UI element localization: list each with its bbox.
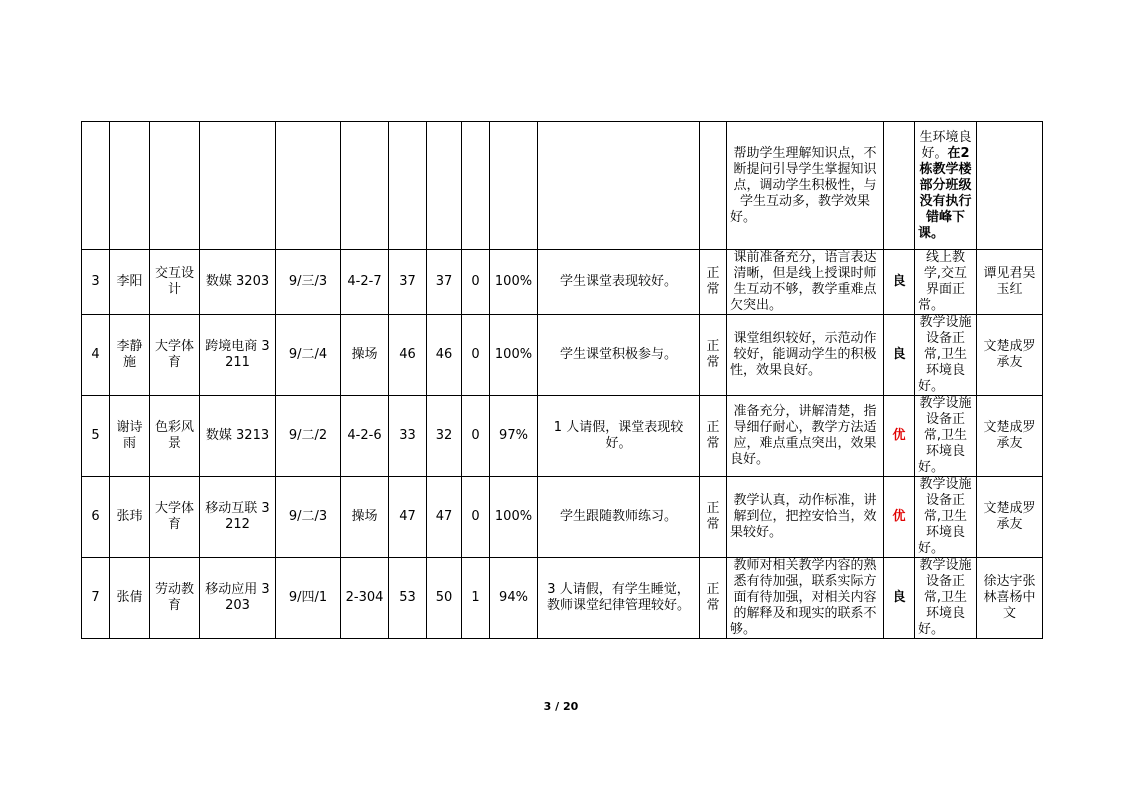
- opinion-cell: 课前准备充分，语言表达清晰，但是线上授课时师生互动不够，教学重难点欠突出。: [727, 250, 884, 315]
- expected-count-cell: 37: [389, 250, 427, 315]
- actual-count-cell: 37: [427, 250, 462, 315]
- room-cell: 操场: [341, 477, 389, 558]
- environment-cell: 教学设施设备正常,卫生环境良好。: [915, 558, 977, 639]
- environment-note: 在2栋教学楼部分班级没有执行错峰下课。: [918, 145, 972, 241]
- class-cell: 数媒 3203: [200, 250, 276, 315]
- room-cell: 4-2-6: [341, 396, 389, 477]
- table-row: [82, 477, 1043, 558]
- actual-count-cell: 46: [427, 315, 462, 396]
- class-cell: [200, 122, 276, 250]
- course-cell: [150, 122, 200, 250]
- student-status-cell: 3 人请假，有学生睡觉，教师课堂纪律管理较好。: [538, 558, 700, 639]
- rating-cell: 良: [884, 250, 915, 315]
- order-cell: 正常: [700, 558, 727, 639]
- teacher-cell: 李静施: [110, 315, 150, 396]
- table-row: [82, 396, 1043, 477]
- actual-count-cell: 32: [427, 396, 462, 477]
- row-number-cell: 7: [82, 558, 110, 639]
- inspectors-cell: 谭见君吴玉红: [977, 250, 1043, 315]
- expected-count-cell: 46: [389, 315, 427, 396]
- order-cell: 正常: [700, 250, 727, 315]
- environment-text: 生环境良好。: [919, 129, 972, 161]
- attendance-rate-cell: 100%: [490, 250, 538, 315]
- row-number-cell: 3: [82, 250, 110, 315]
- inspectors-cell: 徐达宇张林喜杨中文: [977, 558, 1043, 639]
- opinion-cell: 帮助学生理解知识点，不断提问引导学生掌握知识点，调动学生积极性，与学生互动多，教学效果好。: [727, 122, 884, 250]
- order-cell: 正常: [700, 477, 727, 558]
- time-cell: 9/二/3: [276, 477, 341, 558]
- inspectors-cell: 文楚成罗承友: [977, 477, 1043, 558]
- teacher-cell: 张倩: [110, 558, 150, 639]
- absent-count-cell: 0: [462, 250, 490, 315]
- absent-count-cell: [462, 122, 490, 250]
- absent-count-cell: 0: [462, 396, 490, 477]
- inspection-table: [81, 121, 1043, 639]
- opinion-cell: 教师对相关教学内容的熟悉有待加强，联系实际方面有待加强，对相关内容的解释及和现实的联系不够。: [727, 558, 884, 639]
- inspectors-cell: 文楚成罗承友: [977, 315, 1043, 396]
- student-status-cell: 1 人请假，课堂表现较好。: [538, 396, 700, 477]
- table-row: [82, 250, 1043, 315]
- inspectors-cell: [977, 122, 1043, 250]
- course-cell: 劳动教育: [150, 558, 200, 639]
- opinion-cell: 准备充分，讲解清楚，指导细仔耐心，教学方法适应，难点重点突出，效果良好。: [727, 396, 884, 477]
- environment-cell: 线上教学,交互界面正常。: [915, 250, 977, 315]
- room-cell: 2-304: [341, 558, 389, 639]
- actual-count-cell: [427, 122, 462, 250]
- environment-cell: [915, 122, 977, 250]
- teacher-cell: [110, 122, 150, 250]
- expected-count-cell: 53: [389, 558, 427, 639]
- inspectors-cell: 文楚成罗承友: [977, 396, 1043, 477]
- student-status-cell: 学生跟随教师练习。: [538, 477, 700, 558]
- rating-cell: 优: [884, 477, 915, 558]
- row-number-cell: 5: [82, 396, 110, 477]
- environment-cell: 教学设施设备正常,卫生环境良好。: [915, 315, 977, 396]
- actual-count-cell: 47: [427, 477, 462, 558]
- order-cell: [700, 122, 727, 250]
- time-cell: [276, 122, 341, 250]
- course-cell: 交互设计: [150, 250, 200, 315]
- actual-count-cell: 50: [427, 558, 462, 639]
- student-status-cell: 学生课堂积极参与。: [538, 315, 700, 396]
- absent-count-cell: 0: [462, 315, 490, 396]
- table-row: [82, 558, 1043, 639]
- table-row: [82, 122, 1043, 250]
- attendance-rate-cell: 100%: [490, 477, 538, 558]
- time-cell: 9/二/2: [276, 396, 341, 477]
- room-cell: 4-2-7: [341, 250, 389, 315]
- teacher-cell: 李阳: [110, 250, 150, 315]
- class-cell: 移动应用 3203: [200, 558, 276, 639]
- teacher-cell: 张玮: [110, 477, 150, 558]
- time-cell: 9/四/1: [276, 558, 341, 639]
- attendance-rate-cell: [490, 122, 538, 250]
- opinion-cell: 课堂组织较好，示范动作较好，能调动学生的积极性，效果良好。: [727, 315, 884, 396]
- attendance-rate-cell: 94%: [490, 558, 538, 639]
- environment-cell: 教学设施设备正常,卫生环境良好。: [915, 477, 977, 558]
- order-cell: 正常: [700, 396, 727, 477]
- rating-cell: [884, 122, 915, 250]
- teacher-cell: 谢诗雨: [110, 396, 150, 477]
- page-number: 3 / 20: [543, 700, 579, 713]
- attendance-rate-cell: 97%: [490, 396, 538, 477]
- absent-count-cell: 1: [462, 558, 490, 639]
- course-cell: 大学体育: [150, 477, 200, 558]
- order-cell: 正常: [700, 315, 727, 396]
- opinion-cell: 教学认真，动作标准，讲解到位，把控安恰当，效果较好。: [727, 477, 884, 558]
- course-cell: 大学体育: [150, 315, 200, 396]
- course-cell: 色彩风景: [150, 396, 200, 477]
- rating-cell: 优: [884, 396, 915, 477]
- student-status-cell: 学生课堂表现较好。: [538, 250, 700, 315]
- expected-count-cell: 33: [389, 396, 427, 477]
- row-number-cell: 6: [82, 477, 110, 558]
- expected-count-cell: 47: [389, 477, 427, 558]
- student-status-cell: [538, 122, 700, 250]
- absent-count-cell: 0: [462, 477, 490, 558]
- class-cell: 数媒 3213: [200, 396, 276, 477]
- row-number-cell: [82, 122, 110, 250]
- row-number-cell: 4: [82, 315, 110, 396]
- environment-cell: 教学设施设备正常,卫生环境良好。: [915, 396, 977, 477]
- time-cell: 9/二/4: [276, 315, 341, 396]
- room-cell: [341, 122, 389, 250]
- class-cell: 跨境电商 3211: [200, 315, 276, 396]
- attendance-rate-cell: 100%: [490, 315, 538, 396]
- expected-count-cell: [389, 122, 427, 250]
- class-cell: 移动互联 3212: [200, 477, 276, 558]
- room-cell: 操场: [341, 315, 389, 396]
- rating-cell: 良: [884, 558, 915, 639]
- time-cell: 9/三/3: [276, 250, 341, 315]
- table-row: [82, 315, 1043, 396]
- rating-cell: 良: [884, 315, 915, 396]
